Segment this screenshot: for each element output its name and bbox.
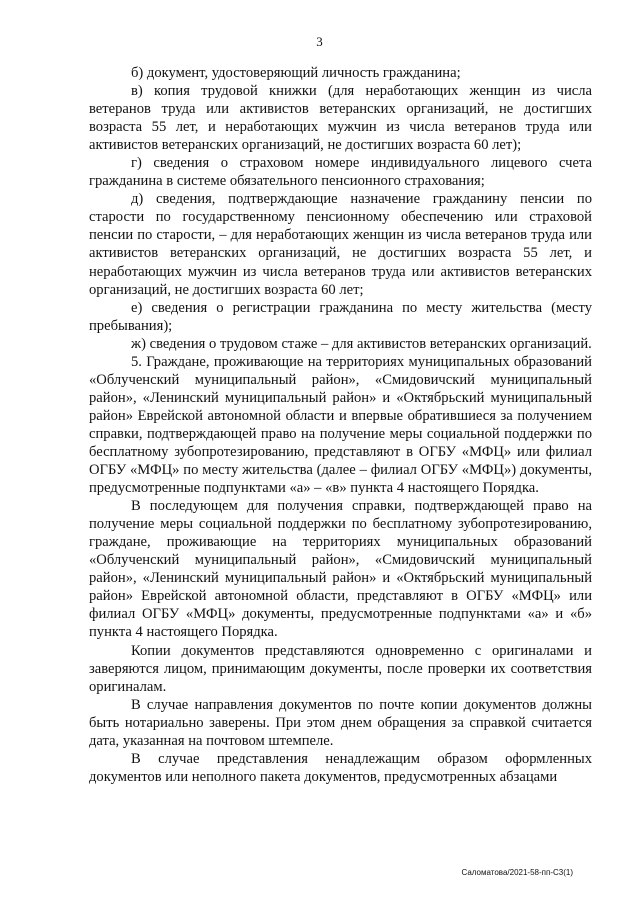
paragraph-document-copies: Копии документов представляются одновременно с оригиналами и заверяются лицом, принимающим документы, после проверки их соответствия оригиналам. bbox=[89, 642, 592, 695]
footer-document-code: Саломатова/2021-58-пп-С3(1) bbox=[461, 868, 573, 877]
paragraph-g-insurance-number: г) сведения о страховом номере индивидуального лицевого счета гражданина в системе обязательного пенсионного страхования; bbox=[89, 155, 592, 190]
paragraph-item-5: 5. Граждане, проживающие на территориях муниципальных образований «Облученский муниципальный район», «Смидовичский муниципальный район», «Ленинский муниципальный район» и «Октябрьский муниципальный район» Еврейской автономной области и впервые обратившиеся за получением справки, подтверждающей право на получение меры социальной поддержки по бесплатному зубопротезированию, представляют в ОГБУ «МФЦ» или филиал ОГБУ «МФЦ» по месту жительства (далее – филиал ОГБУ «МФЦ») документы, предусмотренные подпунктами «а» – «в» пункта 4 настоящего Порядка. bbox=[89, 353, 592, 497]
paragraph-b-identity-document: б) документ, удостоверяющий личность гражданина; bbox=[131, 65, 461, 81]
paragraph-subsequent-requests: В последующем для получения справки, подтверждающей право на получение меры социальной поддержки по бесплатному зубопротезированию, граждане, проживающие на территориях муниципальных образований «Облученский муниципальный район», «Смидовичский муниципальный район», «Ленинский муниципальный район» и «Октябрьский муниципальный район» Еврейской автономной области, представляют в ОГБУ «МФЦ» или филиал ОГБУ «МФЦ» документы, предусмотренные подпунктами «а» и «б» пункта 4 настоящего Порядка. bbox=[89, 498, 592, 641]
paragraph-postal-submission: В случае направления документов по почте копии документов должны быть нотариально заверены. При этом днем обращения за справкой считается дата, указанная на почтовом штемпеле. bbox=[89, 696, 592, 749]
page-number: 3 bbox=[316, 34, 323, 49]
paragraph-d-pension-info: д) сведения, подтверждающие назначение гражданину пенсии по старости по государственному пенсионному обеспечению или страховой пенсии по старости, – для неработающих женщин из числа ветеранов труда или активистов ветеранских организаций, не достигших возраста 55 лет, и неработающих мужчин из числа ветеранов труда или активистов ветеранских организаций, не достигших возраста 60 лет; bbox=[89, 191, 592, 298]
paragraph-zh-work-experience: ж) сведения о трудовом стаже – для активистов ветеранских организаций. bbox=[131, 335, 592, 352]
paragraph-v-work-record-copy: в) копия трудовой книжки (для неработающих женщин из числа ветеранов труда или активистов ветеранских организаций, не достигших возраста 55 лет, и неработающих мужчин из числа ветеранов труда или активистов ветеранских организаций, не достигших возраста 60 лет); bbox=[89, 83, 592, 154]
document-body bbox=[89, 64, 592, 786]
paragraph-improper-documents: В случае представления ненадлежащим образом оформленных документов или неполного пакета документов, предусмотренных абзацами bbox=[89, 750, 592, 785]
paragraph-e-registration: е) сведения о регистрации гражданина по месту жительства (месту пребывания); bbox=[89, 299, 592, 334]
